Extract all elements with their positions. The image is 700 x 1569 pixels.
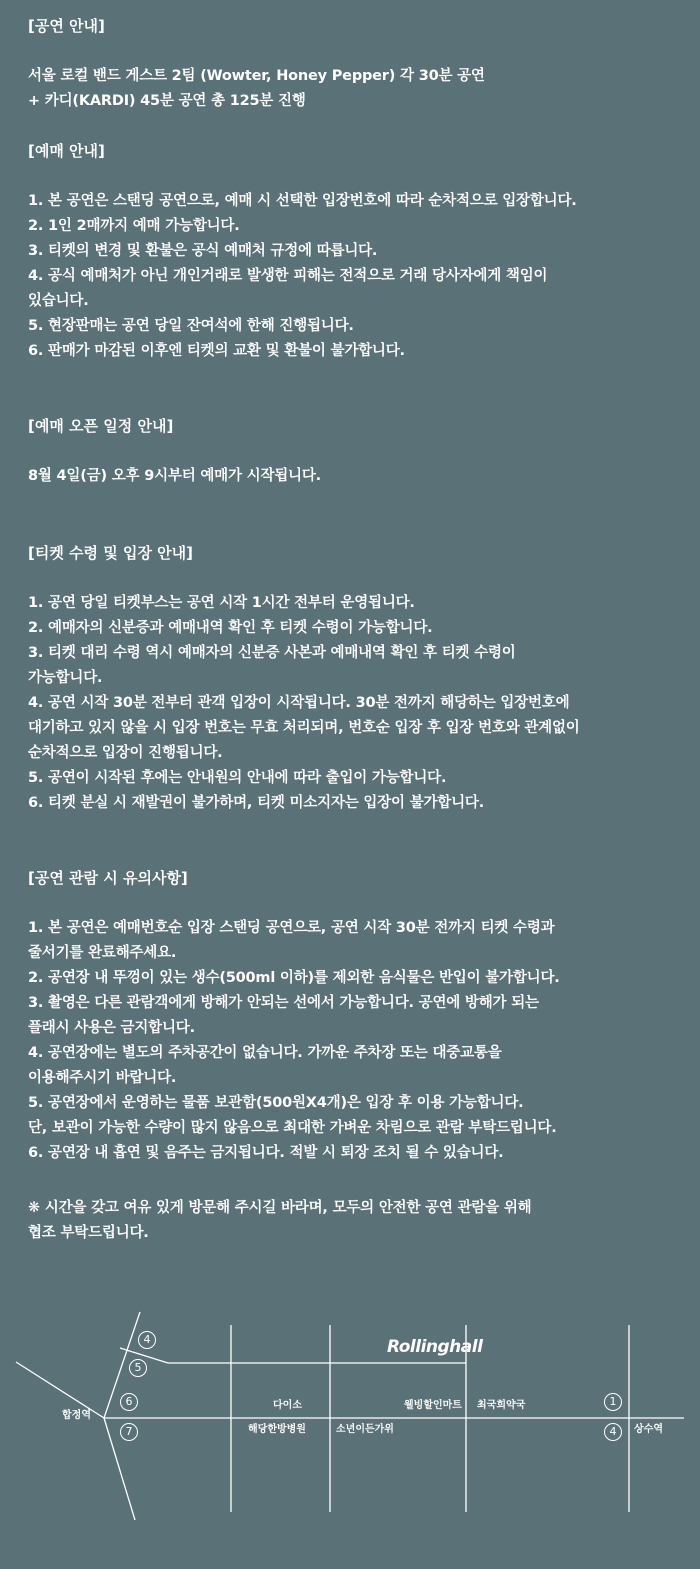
text-line: 협조 부탁드립니다. [28, 1225, 149, 1241]
text-line: 2. 1인 2매까지 예매 가능합니다. [28, 218, 240, 234]
text-line: 4. 공연장에는 별도의 주차공간이 없습니다. 가까운 주차장 또는 대중교통을 [28, 1045, 502, 1061]
text-line: 8월 4일(금) 오후 9시부터 예매가 시작됩니다. [28, 468, 321, 484]
text-line: 3. 촬영은 다른 관람객에게 방해가 안되는 선에서 가능합니다. 공연에 방해가 되는 [28, 995, 539, 1011]
exit-4-icon: 4 [138, 1331, 156, 1349]
text-line: 2. 예매자의 신분증과 예매내역 확인 후 티켓 수령이 가능합니다. [28, 620, 433, 636]
venue-name: Rollinghall [387, 1337, 483, 1357]
station-hapjeong: 합정역 [62, 1410, 91, 1421]
text-line: 순차적으로 입장이 진행됩니다. [28, 745, 223, 761]
text-line: 6. 공연장 내 흡연 및 음주는 금지됩니다. 적발 시 퇴장 조치 될 수 있습니다. [28, 1145, 504, 1161]
text-line: 단, 보관이 가능한 수량이 많지 않음으로 최대한 가벼운 차림으로 관람 부탁드립니다. [28, 1120, 557, 1136]
text-line: + 카디(KARDI) 45분 공연 총 125분 진행 [28, 93, 306, 109]
station-sangsu: 상수역 [634, 1424, 663, 1435]
landmark-daiso: 다이소 [273, 1400, 302, 1411]
text-line: 4. 공연 시작 30분 전부터 관객 입장이 시작됩니다. 30분 전까지 해당하는 입장번호에 [28, 695, 570, 711]
text-line: 가능합니다. [28, 670, 103, 686]
ticket-entry-info [28, 591, 678, 816]
exit-5-icon: 5 [129, 1359, 147, 1377]
text-line: 3. 티켓의 변경 및 환불은 공식 예매처 규정에 따릅니다. [28, 243, 378, 259]
text-line: 서울 로컬 밴드 게스트 2팀 (Wowter, Honey Pepper) 각 30분 공연 [28, 68, 485, 84]
text-line: 대기하고 있지 않을 시 입장 번호는 무효 처리되며, 번호순 입장 후 입장 번호와 관계없이 [28, 720, 580, 736]
exit-1-icon: 1 [604, 1393, 622, 1411]
map-roads [0, 1300, 700, 1540]
location-map [0, 1300, 700, 1540]
booking-info [28, 189, 678, 364]
landmark-sonyeon: 소년이든가위 [336, 1424, 394, 1435]
text-line: 3. 티켓 대리 수령 역시 예매자의 신분증 사본과 예매내역 확인 후 티켓 수령이 [28, 645, 516, 661]
notice-content [28, 14, 678, 1246]
landmark-mart: 웰빙할인마트 [404, 1400, 462, 1411]
exit-7-icon: 7 [120, 1423, 138, 1441]
exit-6-icon: 6 [120, 1393, 138, 1411]
text-line: ❋ 시간을 갖고 여유 있게 방문해 주시길 바라며, 모두의 안전한 공연 관람을 위해 [28, 1200, 532, 1216]
text-line: 이용해주시기 바랍니다. [28, 1070, 177, 1086]
cautions-heading: [공연 관람 시 유의사항] [28, 869, 188, 887]
open-schedule-info [28, 464, 678, 489]
booking-heading: [예매 안내] [28, 142, 105, 160]
text-line: 있습니다. [28, 293, 89, 309]
text-line: 1. 공연 당일 티켓부스는 공연 시작 1시간 전부터 운영됩니다. [28, 595, 415, 611]
exit-4-right-icon: 4 [604, 1423, 622, 1441]
text-line: 6. 판매가 마감된 이후엔 티켓의 교환 및 환불이 불가합니다. [28, 343, 405, 359]
landmark-pharmacy: 최국희약국 [477, 1400, 526, 1411]
text-line: 6. 티켓 분실 시 재발권이 불가하며, 티켓 미소지자는 입장이 불가합니다. [28, 795, 485, 811]
cautions-info [28, 916, 678, 1166]
ticket-entry-heading: [티켓 수령 및 입장 안내] [28, 544, 194, 562]
open-schedule-heading: [예매 오픈 일정 안내] [28, 417, 174, 435]
closing-note [28, 1196, 678, 1246]
text-line: 5. 공연장에서 운영하는 물품 보관함(500원X4개)은 입장 후 이용 가능합니다. [28, 1095, 524, 1111]
text-line: 1. 본 공연은 예매번호순 입장 스탠딩 공연으로, 공연 시작 30분 전까지 티켓 수령과 [28, 920, 555, 936]
text-line: 플래시 사용은 금지합니다. [28, 1020, 195, 1036]
performance-heading: [공연 안내] [28, 17, 105, 35]
performance-info [28, 64, 678, 114]
landmark-haedang: 해당한방병원 [248, 1424, 306, 1435]
text-line: 5. 공연이 시작된 후에는 안내원의 안내에 따라 출입이 가능합니다. [28, 770, 447, 786]
text-line: 2. 공연장 내 뚜껑이 있는 생수(500ml 이하)를 제외한 음식물은 반입이 불가합니다. [28, 970, 560, 986]
text-line: 1. 본 공연은 스탠딩 공연으로, 예매 시 선택한 입장번호에 따라 순차적으로 입장합니다. [28, 193, 577, 209]
text-line: 줄서기를 완료해주세요. [28, 945, 177, 961]
text-line: 5. 현장판매는 공연 당일 잔여석에 한해 진행됩니다. [28, 318, 354, 334]
text-line: 4. 공식 예매처가 아닌 개인거래로 발생한 피해는 전적으로 거래 당사자에게 책임이 [28, 268, 548, 284]
